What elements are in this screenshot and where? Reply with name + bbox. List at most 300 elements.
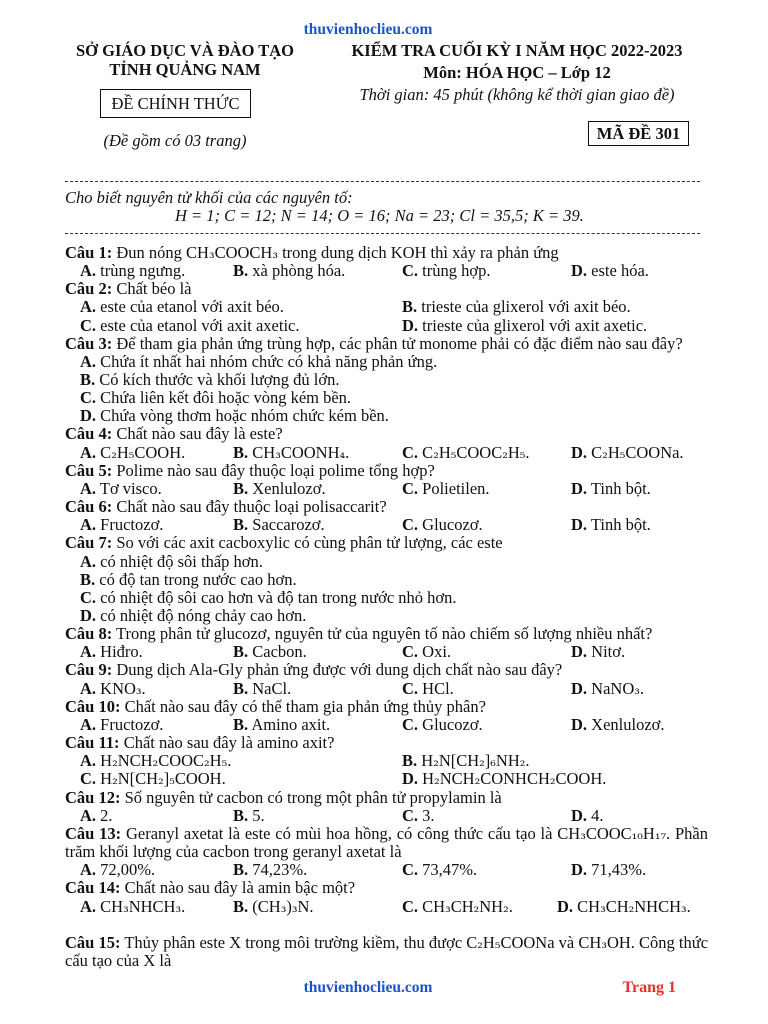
option-text: Glucozơ. [422,515,483,535]
options-row [65,807,708,825]
option-letter: A. [80,751,97,771]
option-letter: D. [402,769,419,789]
option-b [80,371,339,389]
option-text: C₂H₅COOH. [100,442,186,462]
option-b [233,807,265,825]
options-row [65,407,708,425]
option-text: 4. [591,805,604,825]
question-8 [65,625,708,661]
option-letter: A. [80,896,97,916]
question-6 [65,498,708,534]
option-c [402,898,513,916]
subscript: ₂ [473,899,480,916]
site-footer-link[interactable]: thuvienhoclieu.com [303,979,433,996]
options-row [65,298,708,316]
option-letter: B. [233,442,249,462]
option-text: CH₃NHCH₃. [100,896,186,916]
options-row [65,262,708,280]
option-text: có nhiệt độ sôi cao hơn và độ tan trong nước nhỏ hơn. [100,587,457,607]
option-text: Oxi. [422,642,452,662]
divider-bottom [65,233,700,234]
question-label: Câu 6: [65,497,113,517]
question-2 [65,280,708,334]
option-letter: B. [233,261,249,281]
option-letter: A. [80,678,97,698]
option-c [402,680,454,698]
option-c [402,262,490,280]
option-letter: A. [80,351,97,371]
question-15 [65,934,708,970]
option-c [402,807,435,825]
subscript: ₅ [494,935,501,952]
option-text: trùng ngưng. [100,261,186,281]
option-letter: D. [80,606,97,626]
options-row [65,716,708,734]
option-text: Glucozơ. [422,714,483,734]
subscript: ₁₇ [654,826,667,843]
option-letter: D. [571,714,588,734]
question-stem [65,879,708,897]
subscript: ₂ [474,772,481,789]
option-b [402,752,530,770]
option-text: este của etanol với axit axetic. [100,315,300,335]
options-row [65,317,708,335]
question-text: Thủy phân este X trong môi trường kiềm, thu được C₂H₅COONa và CH₃OH. Công thức cấu tạo của X là [65,932,709,970]
option-letter: B. [80,569,96,589]
question-text: Chất nào sau đây là este? [116,424,283,444]
question-9 [65,661,708,697]
option-letter: A. [80,515,97,535]
option-letter: C. [80,388,97,408]
divider-top [65,181,700,182]
option-letter: C. [402,805,419,825]
subscript: ₂ [519,754,526,771]
subscript: ₂ [433,445,439,462]
question-stem [65,425,708,443]
subscript: ₅ [450,445,457,462]
option-text: Có kích thước và khối lượng đủ lớn. [99,369,340,389]
option-text: Saccarozơ. [252,515,325,535]
question-label: Câu 4: [65,424,113,444]
question-text: Chất nào sau đây thuộc loại polisaccarit? [116,497,387,517]
subscript: ₂ [503,899,509,916]
options-row [65,898,708,916]
option-letter: C. [402,515,419,535]
option-text: CH₃CH₂NH₂. [422,896,513,916]
option-b [80,571,297,589]
option-c [80,589,457,607]
option-a [80,716,163,734]
question-label: Câu 8: [65,624,113,644]
subscript: ₆ [490,754,496,771]
option-b [233,680,291,698]
option-c [80,317,299,335]
option-text: 2. [100,805,113,825]
option-d [571,516,651,534]
option-b [233,898,313,916]
option-letter: A. [80,478,97,498]
option-b [233,516,325,534]
option-letter: C. [80,769,97,789]
option-letter: D. [402,315,419,335]
subscript: ₂ [204,754,210,771]
question-14 [65,879,708,915]
official-exam-label: ĐỀ CHÍNH THỨC [100,89,251,118]
question-label: Câu 12: [65,787,121,807]
option-text: Chứa ít nhất hai nhóm chức có khả năng phản ứng. [100,351,438,371]
option-text: trùng hợp. [422,261,491,281]
subscript: ₁₀ [631,826,643,843]
option-text: C₂H₅COONa. [591,442,684,462]
option-a [80,262,185,280]
option-d [571,716,665,734]
subscript: ₂ [602,445,608,462]
option-a [80,898,185,916]
option-d [80,607,306,625]
site-watermark-top[interactable]: thuvienhoclieu.com [303,21,433,38]
question-label: Câu 13: [65,823,122,843]
option-a [80,861,155,879]
option-d [571,861,646,879]
option-a [80,553,263,571]
option-text: có độ tan trong nước cao hơn. [99,569,297,589]
subscript: ₃ [681,899,687,916]
subscript: ₅ [519,445,526,462]
option-b [233,444,349,462]
option-text: trieste của glixerol với axit béo. [421,297,631,317]
subscript: ₂ [477,935,483,952]
option-text: Chứa vòng thơm hoặc nhóm chức kém bền. [100,406,389,426]
option-letter: D. [571,442,588,462]
option-letter: B. [233,805,249,825]
option-text: Xenlulozơ. [591,714,665,734]
option-letter: C. [402,478,419,498]
subscript: ₃ [280,899,287,916]
subscript: ₃ [600,899,606,916]
option-a [80,516,163,534]
option-letter: C. [402,442,419,462]
option-c [402,480,490,498]
question-stem [65,625,708,643]
subscript: ₂ [112,754,118,771]
option-b [233,480,326,498]
subscript: ₃ [580,826,586,843]
option-a [80,444,185,462]
option-letter: B. [233,515,249,535]
subscript: ₃ [275,445,281,462]
options-row [65,516,708,534]
question-stem [65,244,708,262]
subscript: ₃ [123,899,129,916]
option-a [80,353,437,371]
exam-title: KIỂM TRA CUỐI KỲ I NĂM HỌC 2022-2023 [351,41,683,60]
option-c [402,643,451,661]
option-text: có nhiệt độ nóng chảy cao hơn. [100,606,307,626]
option-letter: D. [571,860,588,880]
option-text: Hiđro. [100,642,143,662]
question-label: Câu 5: [65,460,113,480]
options-row [65,861,708,879]
option-b [233,643,307,661]
options-row [65,643,708,661]
option-a [80,298,284,316]
subscript: ₂ [112,772,118,789]
option-letter: D. [557,896,574,916]
option-letter: B. [233,714,249,734]
subscript: ₂ [111,445,117,462]
option-text: Tơ visco. [99,478,162,498]
question-stem [65,335,708,353]
option-text: CH₃CH₂NHCH₃. [577,896,691,916]
atomic-mass-intro: Cho biết nguyên tử khối của các nguyên tố: [65,188,353,207]
option-letter: C. [80,315,97,335]
subscript: ₂ [479,754,485,771]
option-letter: B. [233,678,249,698]
option-letter: B. [402,751,418,771]
subscript: ₂ [152,754,159,771]
subscript: ₃ [135,681,142,698]
subscript: ₂ [158,772,164,789]
option-text: Tinh bột. [590,478,651,498]
options-row [65,607,708,625]
option-c [402,861,477,879]
question-label: Câu 1: [65,242,113,262]
option-letter: A. [80,442,97,462]
subscript: ₅ [169,772,175,789]
option-letter: C. [402,896,419,916]
options-row [65,680,708,698]
subscript: ₅ [221,754,228,771]
subscript: ₄ [339,445,346,462]
subscript: ₃ [601,935,607,952]
option-d [402,317,647,335]
question-stem [65,934,708,970]
question-stem [65,734,708,752]
question-list [65,244,708,970]
option-letter: D. [571,805,588,825]
options-row [65,571,708,589]
option-letter: C. [402,642,419,662]
option-text: Nitơ. [591,642,626,662]
option-letter: A. [80,860,97,880]
options-row [65,770,708,788]
option-b [233,861,307,879]
department-name: SỞ GIÁO DỤC VÀ ĐÀO TẠO [75,41,295,60]
option-text: 74,23%. [252,860,308,880]
option-text: 71,43%. [591,860,647,880]
option-letter: B. [233,478,249,498]
option-text: NaCl. [252,678,292,698]
option-text: 72,00%. [100,860,156,880]
subscript: ₂ [434,772,440,789]
question-text: Geranyl axetat là este có mùi hoa hồng, có công thức cấu tạo là CH₃COOC₁₀H₁₇. Phần trăm khối lượng của cacbon trong geranyl axetat là [65,823,709,862]
option-letter: D. [571,478,588,498]
option-text: 73,47%. [422,860,478,880]
options-row [65,444,708,462]
question-10 [65,698,708,734]
option-text: Tinh bột. [590,515,651,535]
option-letter: C. [402,860,419,880]
option-text: 3. [422,805,435,825]
option-letter: A. [80,714,97,734]
page-number: Trang 1 [622,979,676,996]
option-letter: D. [571,642,588,662]
question-stem [65,462,708,480]
option-letter: B. [80,369,96,389]
option-c [80,389,351,407]
options-row [65,371,708,389]
options-row [65,353,708,371]
question-stem [65,661,708,679]
option-letter: D. [80,406,97,426]
question-3 [65,335,708,426]
option-text: H₂NCH₂COOC₂H₅. [100,751,232,771]
option-letter: C. [80,587,97,607]
question-label: Câu 9: [65,660,113,680]
question-13 [65,825,708,879]
option-text: Cacbon. [252,642,307,662]
option-text: HCl. [422,678,454,698]
option-text: (CH₃)₃N. [252,896,314,916]
question-text: Chất béo là [116,279,192,299]
option-d [571,680,644,698]
option-letter: B. [233,896,249,916]
option-a [80,807,113,825]
option-c [80,770,226,788]
question-label: Câu 10: [65,696,121,716]
question-label: Câu 11: [65,733,120,753]
option-d [402,770,606,788]
question-text: Trong phân tử glucozơ, nguyên tử của nguyên tố nào chiếm số lượng nhiều nhất? [116,624,653,644]
option-text: H₂N[CH₂]₅COOH. [100,769,226,789]
option-d [571,807,604,825]
option-text: este hóa. [591,261,649,281]
question-label: Câu 7: [65,533,113,553]
question-1 [65,244,708,280]
question-text: Đun nóng CH₃COOCH₃ trong dung dịch KOH thì xảy ra phản ứng [116,242,559,262]
question-stem [65,534,708,552]
question-label: Câu 14: [65,878,121,898]
subscript: ₃ [175,899,182,916]
option-letter: B. [233,860,249,880]
option-text: NaNO₃. [591,678,644,698]
option-c [402,716,483,734]
question-stem [65,498,708,516]
options-row [65,752,708,770]
option-d [557,898,691,916]
question-5 [65,462,708,498]
option-b [233,262,345,280]
subscript: ₂ [549,772,556,789]
subscript: ₂ [502,445,508,462]
option-letter: A. [80,642,97,662]
option-text: Xenlulozơ. [252,478,326,498]
options-row [65,553,708,571]
option-text: Amino axit. [251,714,331,734]
question-text: So với các axit cacboxylic có cùng phân tử lượng, các este [116,533,503,553]
option-text: H₂N[CH₂]₆NH₂. [421,751,530,771]
option-text: C₂H₅COOC₂H₅. [422,442,530,462]
option-letter: B. [233,642,249,662]
time-limit: Thời gian: 45 phút (không kể thời gian giao đề) [359,85,675,104]
option-d [571,643,625,661]
question-text: Số nguyên tử cacbon có trong một phân tử propylamin là [124,787,502,807]
option-letter: A. [80,551,97,571]
subscript: ₂ [628,899,635,916]
option-d [571,480,651,498]
subscript: ₃ [291,899,298,916]
option-d [80,407,389,425]
option-text: Polietilen. [422,478,490,498]
subject-line: Môn: HÓA HỌC – Lớp 12 [423,63,611,82]
question-label: Câu 15: [65,932,121,952]
subscript: ₃ [272,245,278,262]
option-text: trieste của glixerol với axit axetic. [422,315,648,335]
option-letter: D. [571,261,588,281]
question-text: Để tham gia phản ứng trùng hợp, các phân tử monome phải có đặc điểm nào sau đây? [116,333,683,353]
option-a [80,643,143,661]
question-4 [65,425,708,461]
question-text: Chất nào sau đây là amin bậc một? [124,878,356,898]
option-text: H₂NCH₂CONHCH₂COOH. [422,769,607,789]
subscript: ₅ [128,445,135,462]
options-row [65,480,708,498]
option-text: Fructozơ. [100,515,164,535]
option-text: Fructozơ. [100,714,164,734]
subscript: ₃ [208,245,215,262]
option-a [80,752,231,770]
option-letter: A. [80,805,97,825]
blank-line [65,916,708,934]
question-text: Polime nào sau đây thuộc loại polime tổng hợp? [116,460,435,480]
option-letter: D. [571,515,588,535]
option-c [402,516,483,534]
options-row [65,389,708,407]
question-label: Câu 3: [65,333,113,353]
option-text: CH₃COONH₄. [252,442,350,462]
option-text: có nhiệt độ sôi thấp hơn. [100,551,263,571]
question-text: Dung dịch Ala-Gly phản ứng được với dung dịch chất nào sau đây? [116,660,563,680]
question-stem [65,825,708,861]
question-stem [65,789,708,807]
exam-code: MÃ ĐỀ 301 [588,121,689,146]
subscript: ₅ [619,445,626,462]
option-text: este của etanol với axit béo. [100,297,284,317]
option-c [402,444,530,462]
option-letter: C. [402,714,419,734]
province-name: TỈNH QUẢNG NAM [109,60,261,79]
question-11 [65,734,708,788]
option-a [80,680,146,698]
question-stem [65,280,708,298]
option-text: 5. [252,805,265,825]
option-d [571,262,649,280]
option-b [402,298,631,316]
option-letter: C. [402,678,419,698]
option-letter: B. [402,297,418,317]
subscript: ₃ [445,899,451,916]
question-label: Câu 2: [65,279,113,299]
option-letter: C. [402,261,419,281]
subscript: ₃ [634,681,640,698]
page-count-note: (Đề gồm có 03 trang) [103,131,247,150]
subscript: ₂ [433,754,439,771]
option-a [80,480,162,498]
question-12 [65,789,708,825]
atomic-mass-values: H = 1; C = 12; N = 14; O = 16; Na = 23; Cl = 35,5; K = 39. [175,206,584,225]
option-b [233,716,330,734]
option-text: Chứa liên kết đôi hoặc vòng kém bền. [100,388,352,408]
